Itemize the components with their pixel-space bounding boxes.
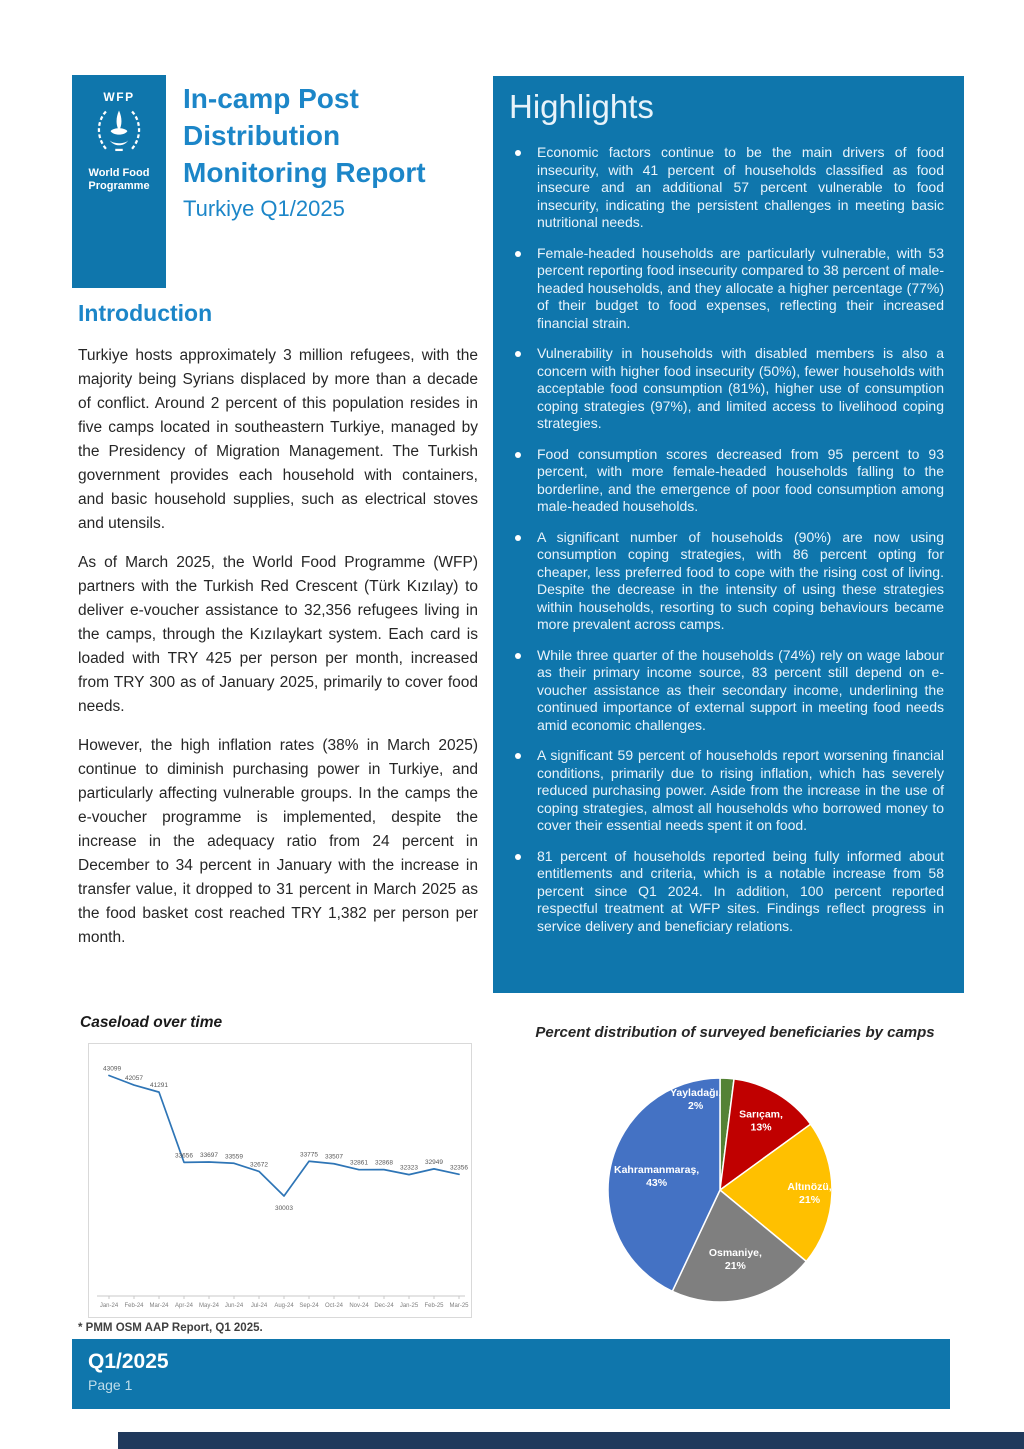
- svg-text:Jan-25: Jan-25: [399, 1303, 419, 1309]
- highlight-text: Food consumption scores decreased from 95 percent to 93 percent, with more female-headed households falling to the borderline, and the emergence of poor food consumption among male-headed households.: [537, 445, 944, 514]
- caseload-chart-title: Caseload over time: [80, 1014, 223, 1031]
- footer-quarter: Q1/2025: [88, 1350, 169, 1373]
- svg-text:41291: 41291: [149, 1082, 169, 1090]
- highlight-text: Female-headed households are particularly vulnerable, with 53 percent reporting food insecurity compared to 38 percent of male-headed households, and they allocate a higher percentage (77%) of their budget to food expenses, reflecting their increased financial strain.: [537, 244, 944, 331]
- highlight-text: While three quarter of the households (74%) rely on wage labour as their primary income source, 83 percent still depend on e-voucher assistance as their secondary income, underlining the continued importance of external support in meeting food needs amid economic challenges.: [537, 646, 944, 733]
- report-title-line2: Distribution: [183, 120, 341, 151]
- bullet-dot-icon: [515, 150, 521, 156]
- svg-text:Mar-25: Mar-25: [449, 1303, 469, 1309]
- introduction-heading: Introduction: [78, 300, 213, 326]
- svg-text:32672: 32672: [249, 1161, 269, 1169]
- svg-text:Osmaniye,21%: Osmaniye, 21%: [708, 1246, 762, 1272]
- report-title-line3: Monitoring Report: [183, 157, 426, 188]
- bullet-dot-icon: [515, 251, 521, 257]
- wfp-logo-acronym: WFP: [103, 90, 135, 104]
- caseload-chart: [88, 1043, 472, 1318]
- footer-page-number: Page 1: [88, 1377, 133, 1393]
- highlight-item: [509, 529, 944, 634]
- wfp-logo: [72, 75, 166, 288]
- caseload-line-plot: [89, 1044, 471, 1317]
- highlight-item: [509, 848, 944, 936]
- introduction-paragraph: However, the high inflation rates (38% in March 2025) continue to diminish purchasing power in Turkiye, and particularly affecting vulnerable groups. In the camps the e-voucher programme is implemented, despite the increase in the adequacy ratio from 24 percent in December to 34 percent in January with the increase in transfer value, it dropped to 31 percent in March 2025 as the food basket cost reached TRY 1,382 per person per month.: [78, 737, 478, 946]
- svg-text:Feb-24: Feb-24: [124, 1303, 144, 1309]
- highlight-item: [509, 144, 944, 232]
- svg-text:33775: 33775: [299, 1151, 319, 1159]
- highlight-text: 81 percent of households reported being fully informed about entitlements and criteria, which is a notable increase from 58 percent since Q1 2024. In addition, 100 percent reported respectful treatment at WFP sites. Findings reflect progress in service delivery and beneficiary relations.: [537, 847, 944, 934]
- svg-text:Nov-24: Nov-24: [349, 1303, 369, 1309]
- svg-text:Kahramanmaraş,43%: Kahramanmaraş, 43%: [613, 1163, 700, 1189]
- svg-text:33507: 33507: [324, 1153, 344, 1161]
- svg-text:Jul-24: Jul-24: [250, 1303, 268, 1309]
- svg-text:Aug-24: Aug-24: [274, 1303, 294, 1309]
- svg-text:Jan-24: Jan-24: [99, 1303, 119, 1309]
- introduction-section: [78, 300, 478, 965]
- svg-text:32323: 32323: [399, 1164, 419, 1172]
- bullet-dot-icon: [515, 535, 521, 541]
- svg-text:32356: 32356: [449, 1164, 469, 1172]
- svg-text:Altınözü,21%: Altınözü, 21%: [787, 1180, 832, 1206]
- svg-text:Sarıçam,13%: Sarıçam, 13%: [739, 1108, 783, 1134]
- highlight-text: Vulnerability in households with disabled members is also a concern with higher food insecurity (50%), fewer households with acceptable food consumption (81%), higher use of consumption coping strategies (97%), and limited access to livelihood coping strategies.: [537, 345, 944, 431]
- svg-text:30003: 30003: [274, 1204, 294, 1212]
- svg-text:Yayladağı,2%: Yayladağı, 2%: [669, 1087, 722, 1113]
- highlight-item: [509, 245, 944, 333]
- report-subtitle: Turkiye Q1/2025: [183, 196, 345, 221]
- svg-text:Apr-24: Apr-24: [174, 1303, 194, 1309]
- bullet-dot-icon: [515, 854, 521, 860]
- highlight-text: A significant 59 percent of households report worsening financial conditions, primarily due to rising inflation, which has severely reduced purchasing power. Aside from the increase in the use of coping strategies, almost all households who borrowed money to cover their essential needs spent it on food.: [537, 747, 944, 833]
- svg-text:32861: 32861: [349, 1159, 369, 1167]
- svg-text:43099: 43099: [103, 1065, 122, 1073]
- svg-text:33656: 33656: [174, 1152, 194, 1160]
- wfp-emblem-icon: [91, 105, 147, 159]
- highlights-panel: [493, 76, 964, 993]
- highlight-item: [509, 345, 944, 433]
- svg-text:May-24: May-24: [198, 1303, 220, 1309]
- svg-text:Dec-24: Dec-24: [374, 1303, 394, 1309]
- highlights-title: Highlights: [509, 88, 654, 125]
- highlight-item: [509, 747, 944, 835]
- introduction-paragraph: As of March 2025, the World Food Programme (WFP) partners with the Turkish Red Crescent (Türk Kızılay) to deliver e-voucher assistance to 32,356 refugees living in the camps, through the Kızılaykart system. Each card is loaded with TRY 425 per person per month, increased from TRY 300 as of January 2025, primarily to cover food needs.: [78, 554, 478, 715]
- report-title-line1: In-camp Post: [183, 83, 359, 114]
- bullet-dot-icon: [515, 753, 521, 759]
- camps-pie-chart: [580, 1066, 860, 1316]
- highlight-text: Economic factors continue to be the main drivers of food insecurity, with 41 percent of households classified as food insecure and an additional 57 percent vulnerable to food insecurity, indicating the persistent challenges in meeting basic nutritional needs.: [537, 144, 944, 230]
- footnote: * PMM OSM AAP Report, Q1 2025.: [78, 1322, 263, 1334]
- report-title: [183, 80, 426, 222]
- svg-text:33559: 33559: [224, 1153, 244, 1161]
- svg-text:Jun-24: Jun-24: [224, 1303, 244, 1309]
- footer-bar: [72, 1339, 950, 1409]
- svg-text:42057: 42057: [124, 1075, 144, 1083]
- svg-text:Mar-24: Mar-24: [149, 1303, 169, 1309]
- highlight-item: [509, 647, 944, 735]
- introduction-paragraph: Turkiye hosts approximately 3 million refugees, with the majority being Syrians displaced by more than a decade of conflict. Around 2 percent of this population resides in five camps located in southeastern Turkiye, managed by the Presidency of Migration Management. The Turkish government provides each household with containers, and basic household supplies, such as electrical stoves and utensils.: [78, 347, 478, 532]
- wfp-logo-org-name: [88, 167, 149, 193]
- highlight-text: A significant number of households (90%) are now using consumption coping strategies, with 86 percent opting for cheaper, less preferred food to cope with the rising cost of living. Despite the decrease in the intensity of using these strategies within households, resorting to such coping behaviours became more prevalent across camps.: [537, 528, 944, 632]
- page-bottom-band: [118, 1432, 1024, 1449]
- bullet-dot-icon: [515, 452, 521, 458]
- bullet-dot-icon: [515, 653, 521, 659]
- svg-text:32949: 32949: [424, 1158, 444, 1166]
- wfp-logo-org-line1: World Food: [88, 167, 150, 179]
- svg-text:Feb-25: Feb-25: [424, 1303, 444, 1309]
- svg-text:Sep-24: Sep-24: [299, 1303, 319, 1309]
- svg-text:Oct-24: Oct-24: [324, 1303, 344, 1309]
- svg-text:33697: 33697: [199, 1151, 219, 1159]
- svg-text:32868: 32868: [374, 1159, 394, 1167]
- wfp-logo-org-line2: Programme: [88, 180, 150, 192]
- highlight-item: [509, 446, 944, 516]
- bullet-dot-icon: [515, 351, 521, 357]
- pie-chart-title: Percent distribution of surveyed beneficiaries by camps: [535, 1024, 935, 1041]
